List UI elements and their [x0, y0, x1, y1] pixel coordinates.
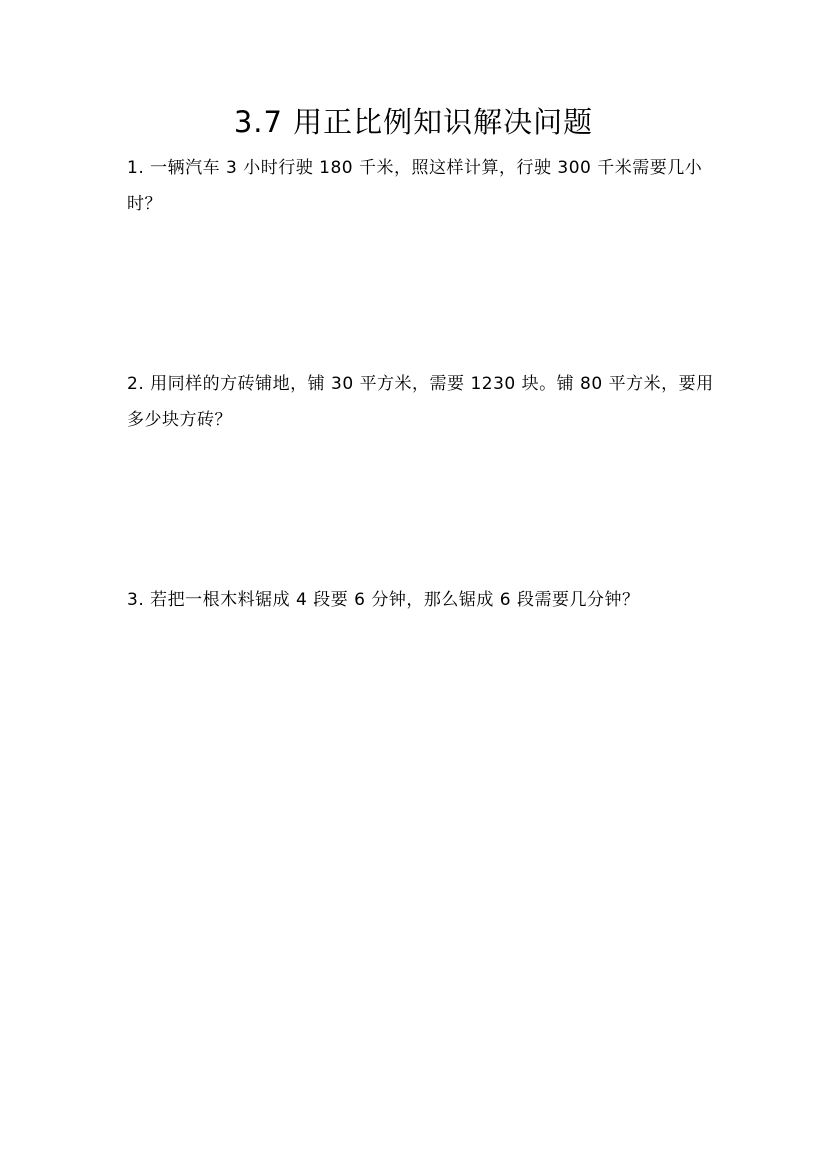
question-2-line-1: 2. 用同样的方砖铺地，铺 30 平方米，需要 1230 块。铺 80 平方米，要用 — [127, 374, 714, 394]
page-title: 3.7 用正比例知识解决问题 — [233, 105, 594, 139]
question-1-line-2: 时？ — [127, 194, 162, 214]
question-2 — [127, 366, 714, 438]
question-2-line-2: 多少块方砖？ — [127, 410, 232, 430]
question-1 — [127, 150, 707, 222]
question-3 — [127, 582, 707, 618]
question-1-line-1: 1. 一辆汽车 3 小时行驶 180 千米，照这样计算，行驶 300 千米需要几小 — [127, 158, 703, 178]
question-3-line-1: 3. 若把一根木料锯成 4 段要 6 分钟，那么锯成 6 段需要几分钟？ — [127, 590, 640, 610]
